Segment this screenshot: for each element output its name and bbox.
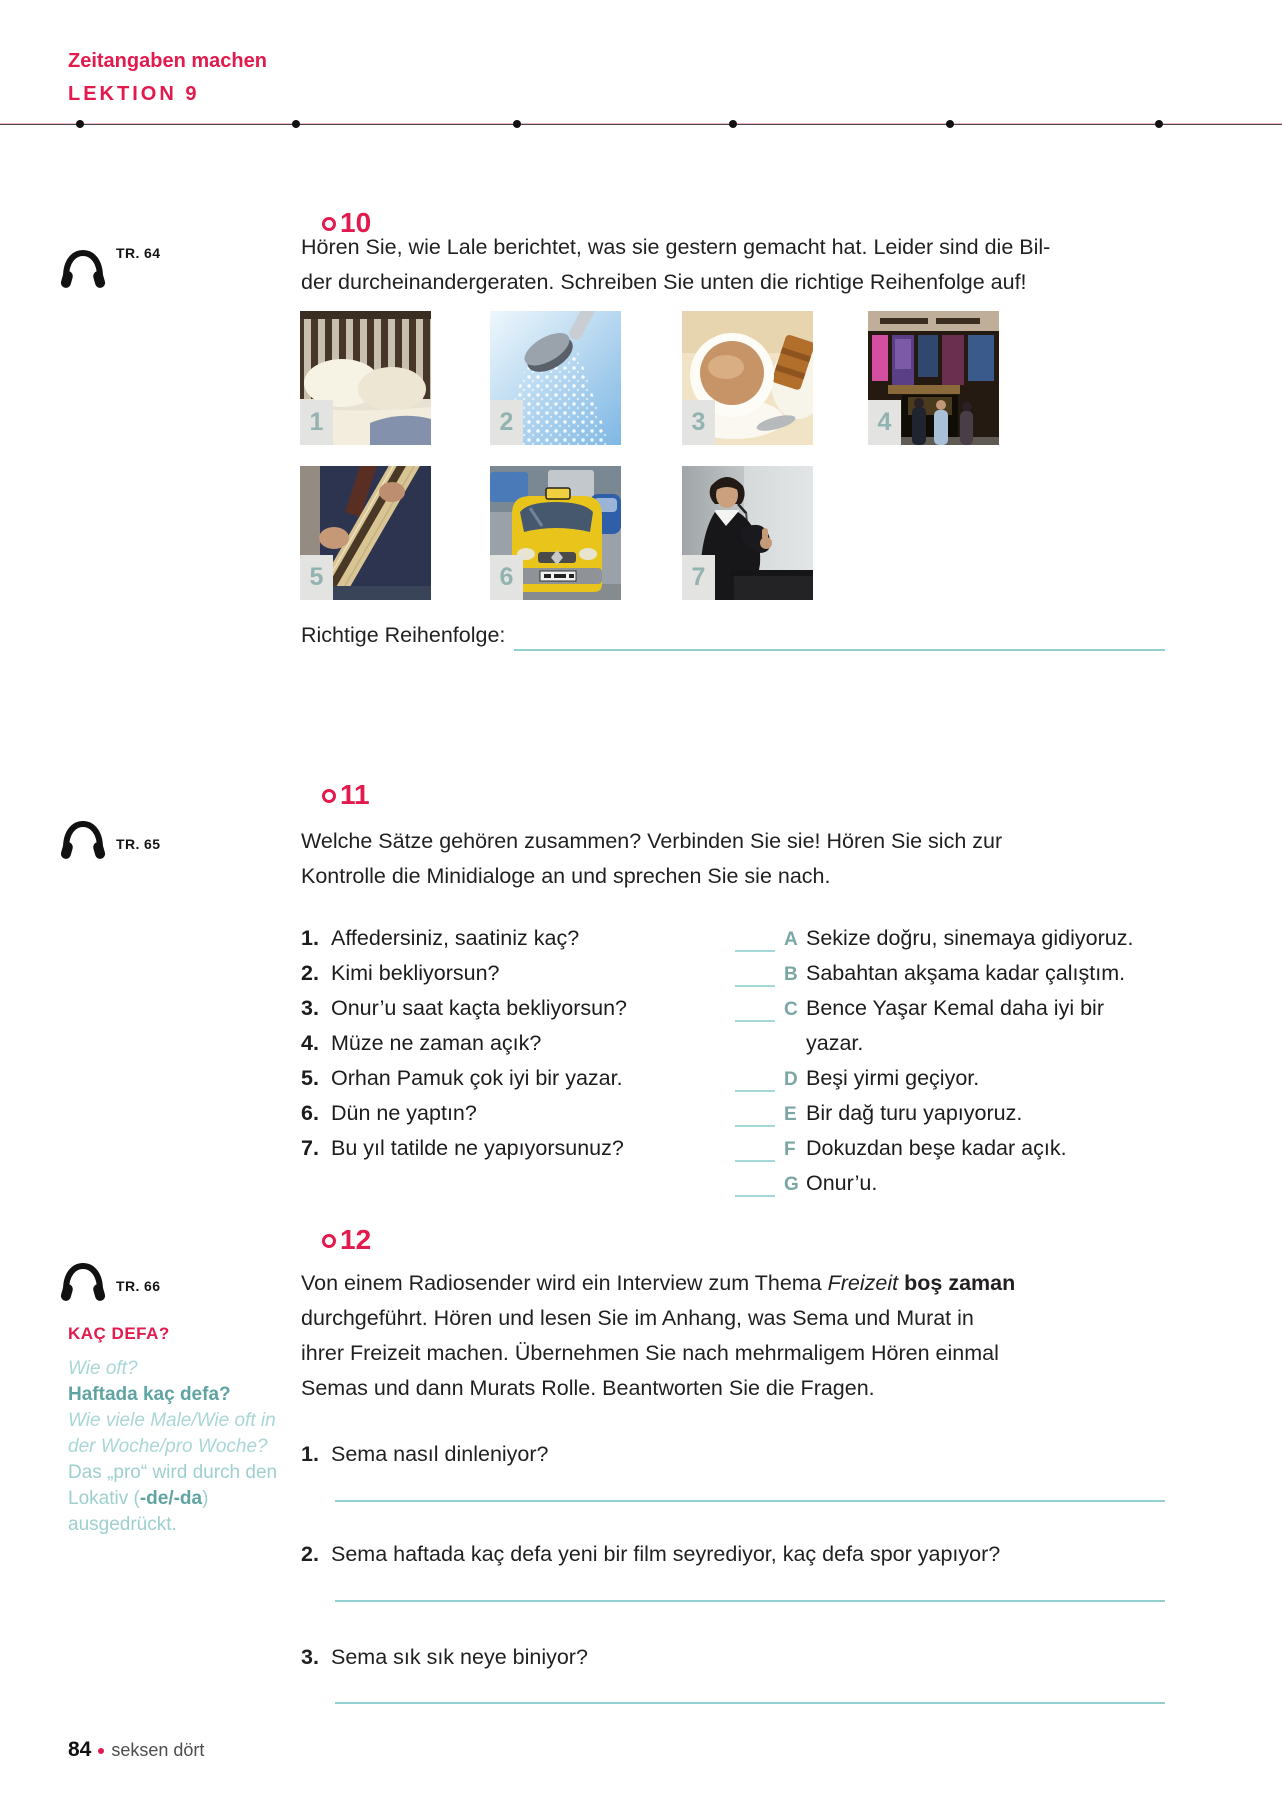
photo-number: 7 (682, 555, 715, 600)
rule-dot (292, 120, 300, 128)
match-blank[interactable] (735, 1195, 775, 1197)
question-row: 2. Kimi bekliyorsun? (301, 961, 500, 985)
question-row: 4. Müze ne zaman açık? (301, 1031, 542, 1055)
match-blank[interactable] (735, 950, 775, 952)
sidebar-grammar-note (68, 1356, 288, 1538)
exercise-ring-icon (322, 789, 336, 803)
sidebar-title: KAÇ DEFA? (68, 1324, 170, 1343)
answer-blank-1[interactable] (335, 1500, 1165, 1502)
page-topic: Zeitangaben machen (68, 50, 267, 72)
exercise10-number: 10 (340, 207, 372, 238)
exercise12-question-2: 2. Sema haftada kaç defa yeni bir film seyrediyor, kaç defa spor yapıyor? (301, 1542, 1001, 1566)
order-answer-blank[interactable] (514, 649, 1165, 651)
match-blank-spacer (735, 1055, 775, 1057)
exercise11-questions (301, 926, 731, 1171)
footer-dot-icon (98, 1748, 104, 1754)
exercise12-question-3: 3. Sema sık sık neye biniyor? (301, 1645, 588, 1669)
rule-dot (1155, 120, 1163, 128)
answer-row-continuation: yazar. (735, 1031, 1185, 1066)
exercise10-instructions: Hören Sie, wie Lale berichtet, was sie gestern gemacht hat. Leider sind die Bil- der durcheinandergeraten. Schreiben Sie unten die richtige Reihenfolge auf! (301, 235, 1051, 294)
match-blank[interactable] (735, 1090, 775, 1092)
photo-presenter (682, 466, 813, 600)
lesson-title: LEKTION 9 (68, 83, 200, 105)
question-row: 7. Bu yıl tatilde ne yapıyorsunuz? (301, 1136, 624, 1160)
photo-number: 2 (490, 400, 523, 445)
question-row: 6. Dün ne yaptın? (301, 1101, 477, 1125)
answer-row: G Onur’u. (735, 1171, 1185, 1206)
answer-row: B Sabahtan akşama kadar çalıştım. (735, 961, 1185, 996)
headphones-icon (58, 818, 108, 864)
photo-number: 6 (490, 555, 523, 600)
page-number-word: seksen dört (111, 1740, 205, 1760)
sidebar-line-turkish: Haftada kaç defa? (68, 1384, 231, 1405)
answer-row: E Bir dağ turu yapıyoruz. (735, 1101, 1185, 1136)
answer-row: C Bence Yaşar Kemal daha iyi bir (735, 996, 1185, 1031)
match-blank[interactable] (735, 1125, 775, 1127)
answer-blank-2[interactable] (335, 1600, 1165, 1602)
sidebar-line-german: Wie viele Male/Wie oft in der Woche/pro Woche? (68, 1410, 276, 1457)
headphones-icon (58, 1260, 108, 1306)
page-number: 84 (68, 1738, 92, 1761)
sidebar-line-german: Wie oft? (68, 1358, 138, 1379)
rule-dot (76, 120, 84, 128)
exercise12-question-1: 1. Sema nasıl dinleniyor? (301, 1442, 549, 1466)
header-rule (0, 123, 1282, 125)
photo-number: 1 (300, 400, 333, 445)
exercise12-number: 12 (340, 1224, 372, 1255)
order-answer-label: Richtige Reihenfolge: (301, 623, 506, 647)
photo-bed (300, 311, 431, 445)
photo-coffee (682, 311, 813, 445)
question-row: 1. Affedersiniz, saatiniz kaç? (301, 926, 580, 950)
question-row: 3. Onur’u saat kaçta bekliyorsun? (301, 996, 627, 1020)
match-blank[interactable] (735, 1160, 775, 1162)
sidebar-note: Das „pro“ wird durch den Lokativ (-de/-da) ausgedrückt. (68, 1462, 278, 1535)
answer-row: A Sekize doğru, sinemaya gidiyoruz. (735, 926, 1185, 961)
photo-cinema-entrance (868, 311, 999, 445)
photo-shower (490, 311, 621, 445)
match-blank[interactable] (735, 1020, 775, 1022)
rule-dot (729, 120, 737, 128)
photo-number: 4 (868, 400, 901, 445)
exercise-ring-icon (322, 1234, 336, 1248)
exercise12-instructions: Von einem Radiosender wird ein Interview zum Thema Freizeit boş zaman durchgeführt. Hören und lesen Sie im Anhang, was Sema und Murat in ihrer Freizeit machen. Übernehmen Sie nach mehrmaligem Hören einmal Semas und dann Murats Rolle. Beantworten Sie die Fragen. (301, 1271, 1016, 1400)
photo-bass-guitar (300, 466, 431, 600)
exercise-ring-icon (322, 217, 336, 231)
answer-row: F Dokuzdan beşe kadar açık. (735, 1136, 1185, 1171)
track-label: TR. 64 (116, 245, 161, 261)
photo-number: 3 (682, 400, 715, 445)
answer-blank-3[interactable] (335, 1702, 1165, 1704)
answer-row: D Beşi yirmi geçiyor. (735, 1066, 1185, 1101)
match-blank[interactable] (735, 985, 775, 987)
exercise11-answers (735, 926, 1185, 1206)
exercise11-instructions: Welche Sätze gehören zusammen? Verbinden Sie sie! Hören Sie sich zur Kontrolle die Minidialoge an und sprechen Sie sie nach. (301, 829, 1003, 888)
photo-taxi (490, 466, 621, 600)
photo-number: 5 (300, 555, 333, 600)
question-row: 5. Orhan Pamuk çok iyi bir yazar. (301, 1066, 623, 1090)
track-label: TR. 66 (116, 1278, 161, 1294)
rule-dot (513, 120, 521, 128)
page-footer (68, 1738, 204, 1762)
track-label: TR. 65 (116, 836, 161, 852)
exercise11-number: 11 (340, 779, 370, 810)
headphones-icon (58, 247, 108, 293)
rule-dot (946, 120, 954, 128)
